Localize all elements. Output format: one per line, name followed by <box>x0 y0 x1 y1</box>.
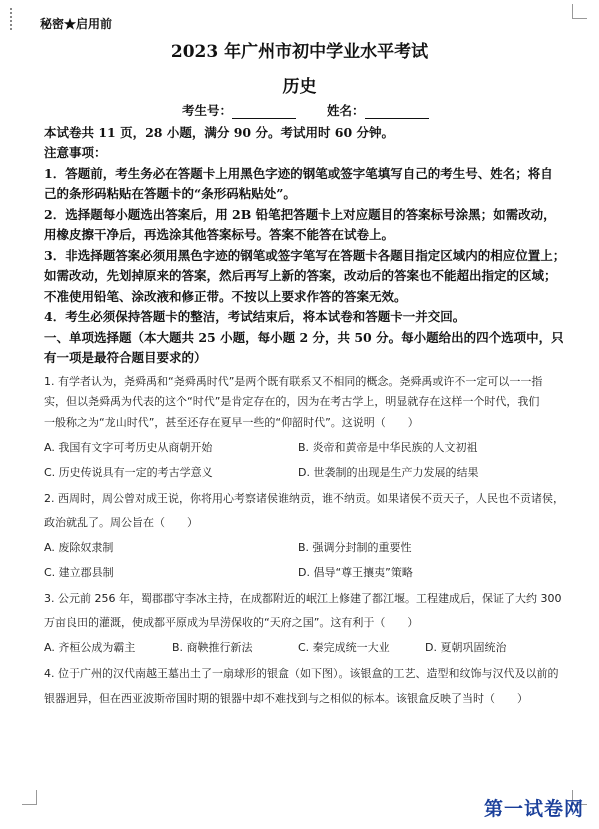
section-1-heading-line-2: 有一项是最符合题目要求的） <box>44 350 207 365</box>
question-1-option-d: D. 世袭制的出现是生产力发展的结果 <box>298 466 479 479</box>
exam-title: 2023 年广州市初中学业水平考试 <box>170 42 429 62</box>
name-blank <box>365 106 429 119</box>
question-2-option-b: B. 强调分封制的重要性 <box>298 541 412 554</box>
question-4-line-1: 4. 位于广州的汉代南越王墓出土了一扇球形的银盒（如下图）。该银盒的工艺、造型和纹饰与汉代及以前的 <box>44 667 559 680</box>
question-3-option-b: B. 商鞅推行新法 <box>172 641 253 654</box>
question-3-line-2: 万亩良田的灌溉，使成都平原成为旱涝保收的“天府之国”。这有利于（ ） <box>44 616 419 629</box>
notice-3-line-3: 不准使用铅笔、涂改液和修正带。不按以上要求作答的答案无效。 <box>44 289 407 304</box>
question-1-line-1: 1. 有学者认为，尧舜禹和“尧舜禹时代”是两个既有联系又不相同的概念。尧舜禹或许不一定可以一一指 <box>44 375 543 388</box>
notice-title: 注意事项： <box>44 145 107 160</box>
question-3-option-d: D. 夏朝巩固统治 <box>425 641 507 654</box>
paper-info: 本试卷共 11 页，28 小题，满分 90 分。考试用时 60 分钟。 <box>44 125 395 140</box>
question-3-line-1: 3. 公元前 256 年，蜀郡郡守李冰主持，在成都附近的岷江上修建了都江堰。工程建成后，保证了大约 300 <box>44 592 562 605</box>
exam-number-field <box>182 101 296 119</box>
exam-number-blank <box>232 106 296 119</box>
question-2-option-a: A. 废除奴隶制 <box>44 541 114 554</box>
exam-number-label: 考生号： <box>182 103 233 118</box>
notice-3-line-2: 如需改动，先划掉原来的答案，然后再写上新的答案，改动后的答案也不能超出指定的区域； <box>44 268 557 283</box>
question-1-line-3: 一般称之为“龙山时代”，甚至还存在夏早一些的“仰韶时代”。这说明（ ） <box>44 416 419 429</box>
question-1-option-a: A. 我国有文字可考历史从商朝开始 <box>44 441 213 454</box>
question-3-option-a: A. 齐桓公成为霸主 <box>44 641 136 654</box>
question-2-line-2: 政治就乱了。周公旨在（ ） <box>44 516 198 529</box>
subject-title: 历史 <box>282 77 317 97</box>
question-1-option-b: B. 炎帝和黄帝是中华民族的人文初祖 <box>298 441 478 454</box>
binding-margin-marker <box>10 8 14 30</box>
notice-3-line-1: 3．非选择题答案必须用黑色字迹的钢笔或签字笔写在答题卡各题目指定区域内的相应位置上； <box>44 248 566 263</box>
question-1-option-c: C. 历史传说具有一定的考古学意义 <box>44 466 213 479</box>
notice-2-line-1: 2．选择题每小题选出答案后，用 2B 铅笔把答题卡上对应题目的答案标号涂黑；如需改动， <box>44 207 556 222</box>
notice-4: 4．考生必须保持答题卡的整洁，考试结束后，将本试卷和答题卡一并交回。 <box>44 309 466 324</box>
corner-mark-bottom-left <box>22 790 37 805</box>
question-2-option-c: C. 建立郡县制 <box>44 566 114 579</box>
question-2-line-1: 2. 西周时，周公曾对成王说，你将用心考察诸侯谁纳贡，谁不纳贡。如果诸侯不贡天子，人民也不贡诸侯， <box>44 492 564 505</box>
question-3-option-c: C. 秦完成统一大业 <box>298 641 390 654</box>
notice-2-line-2: 用橡皮擦干净后，再选涂其他答案标号。答案不能答在试卷上。 <box>44 227 395 242</box>
question-1-line-2: 实，但以尧舜禹为代表的这个“时代”是肯定存在的，因为在考古学上，明显就存在这样一个时代，我们 <box>44 395 540 408</box>
brand-watermark: 第一试卷网 <box>484 798 585 820</box>
name-field <box>327 101 429 119</box>
notice-1-line-1: 1．答题前，考生务必在答题卡上用黑色字迹的钢笔或签字笔填写自己的考生号、姓名；将自 <box>44 166 553 181</box>
name-label: 姓名： <box>327 103 365 118</box>
notice-1-line-2: 己的条形码粘贴在答题卡的“条形码粘贴处”。 <box>44 186 296 201</box>
secret-label: 秘密★启用前 <box>40 17 113 31</box>
question-2-option-d: D. 倡导“尊王攘夷”策略 <box>298 566 413 579</box>
section-1-heading-line-1: 一、单项选择题（本大题共 25 小题，每小题 2 分，共 50 分。每小题给出的四个选项中，只 <box>44 330 564 345</box>
corner-mark-top-right <box>572 4 587 19</box>
question-4-line-2: 银器迥异，但在西亚波斯帝国时期的银器中却不难找到与之相似的标本。该银盒反映了当时（ ） <box>44 692 528 705</box>
